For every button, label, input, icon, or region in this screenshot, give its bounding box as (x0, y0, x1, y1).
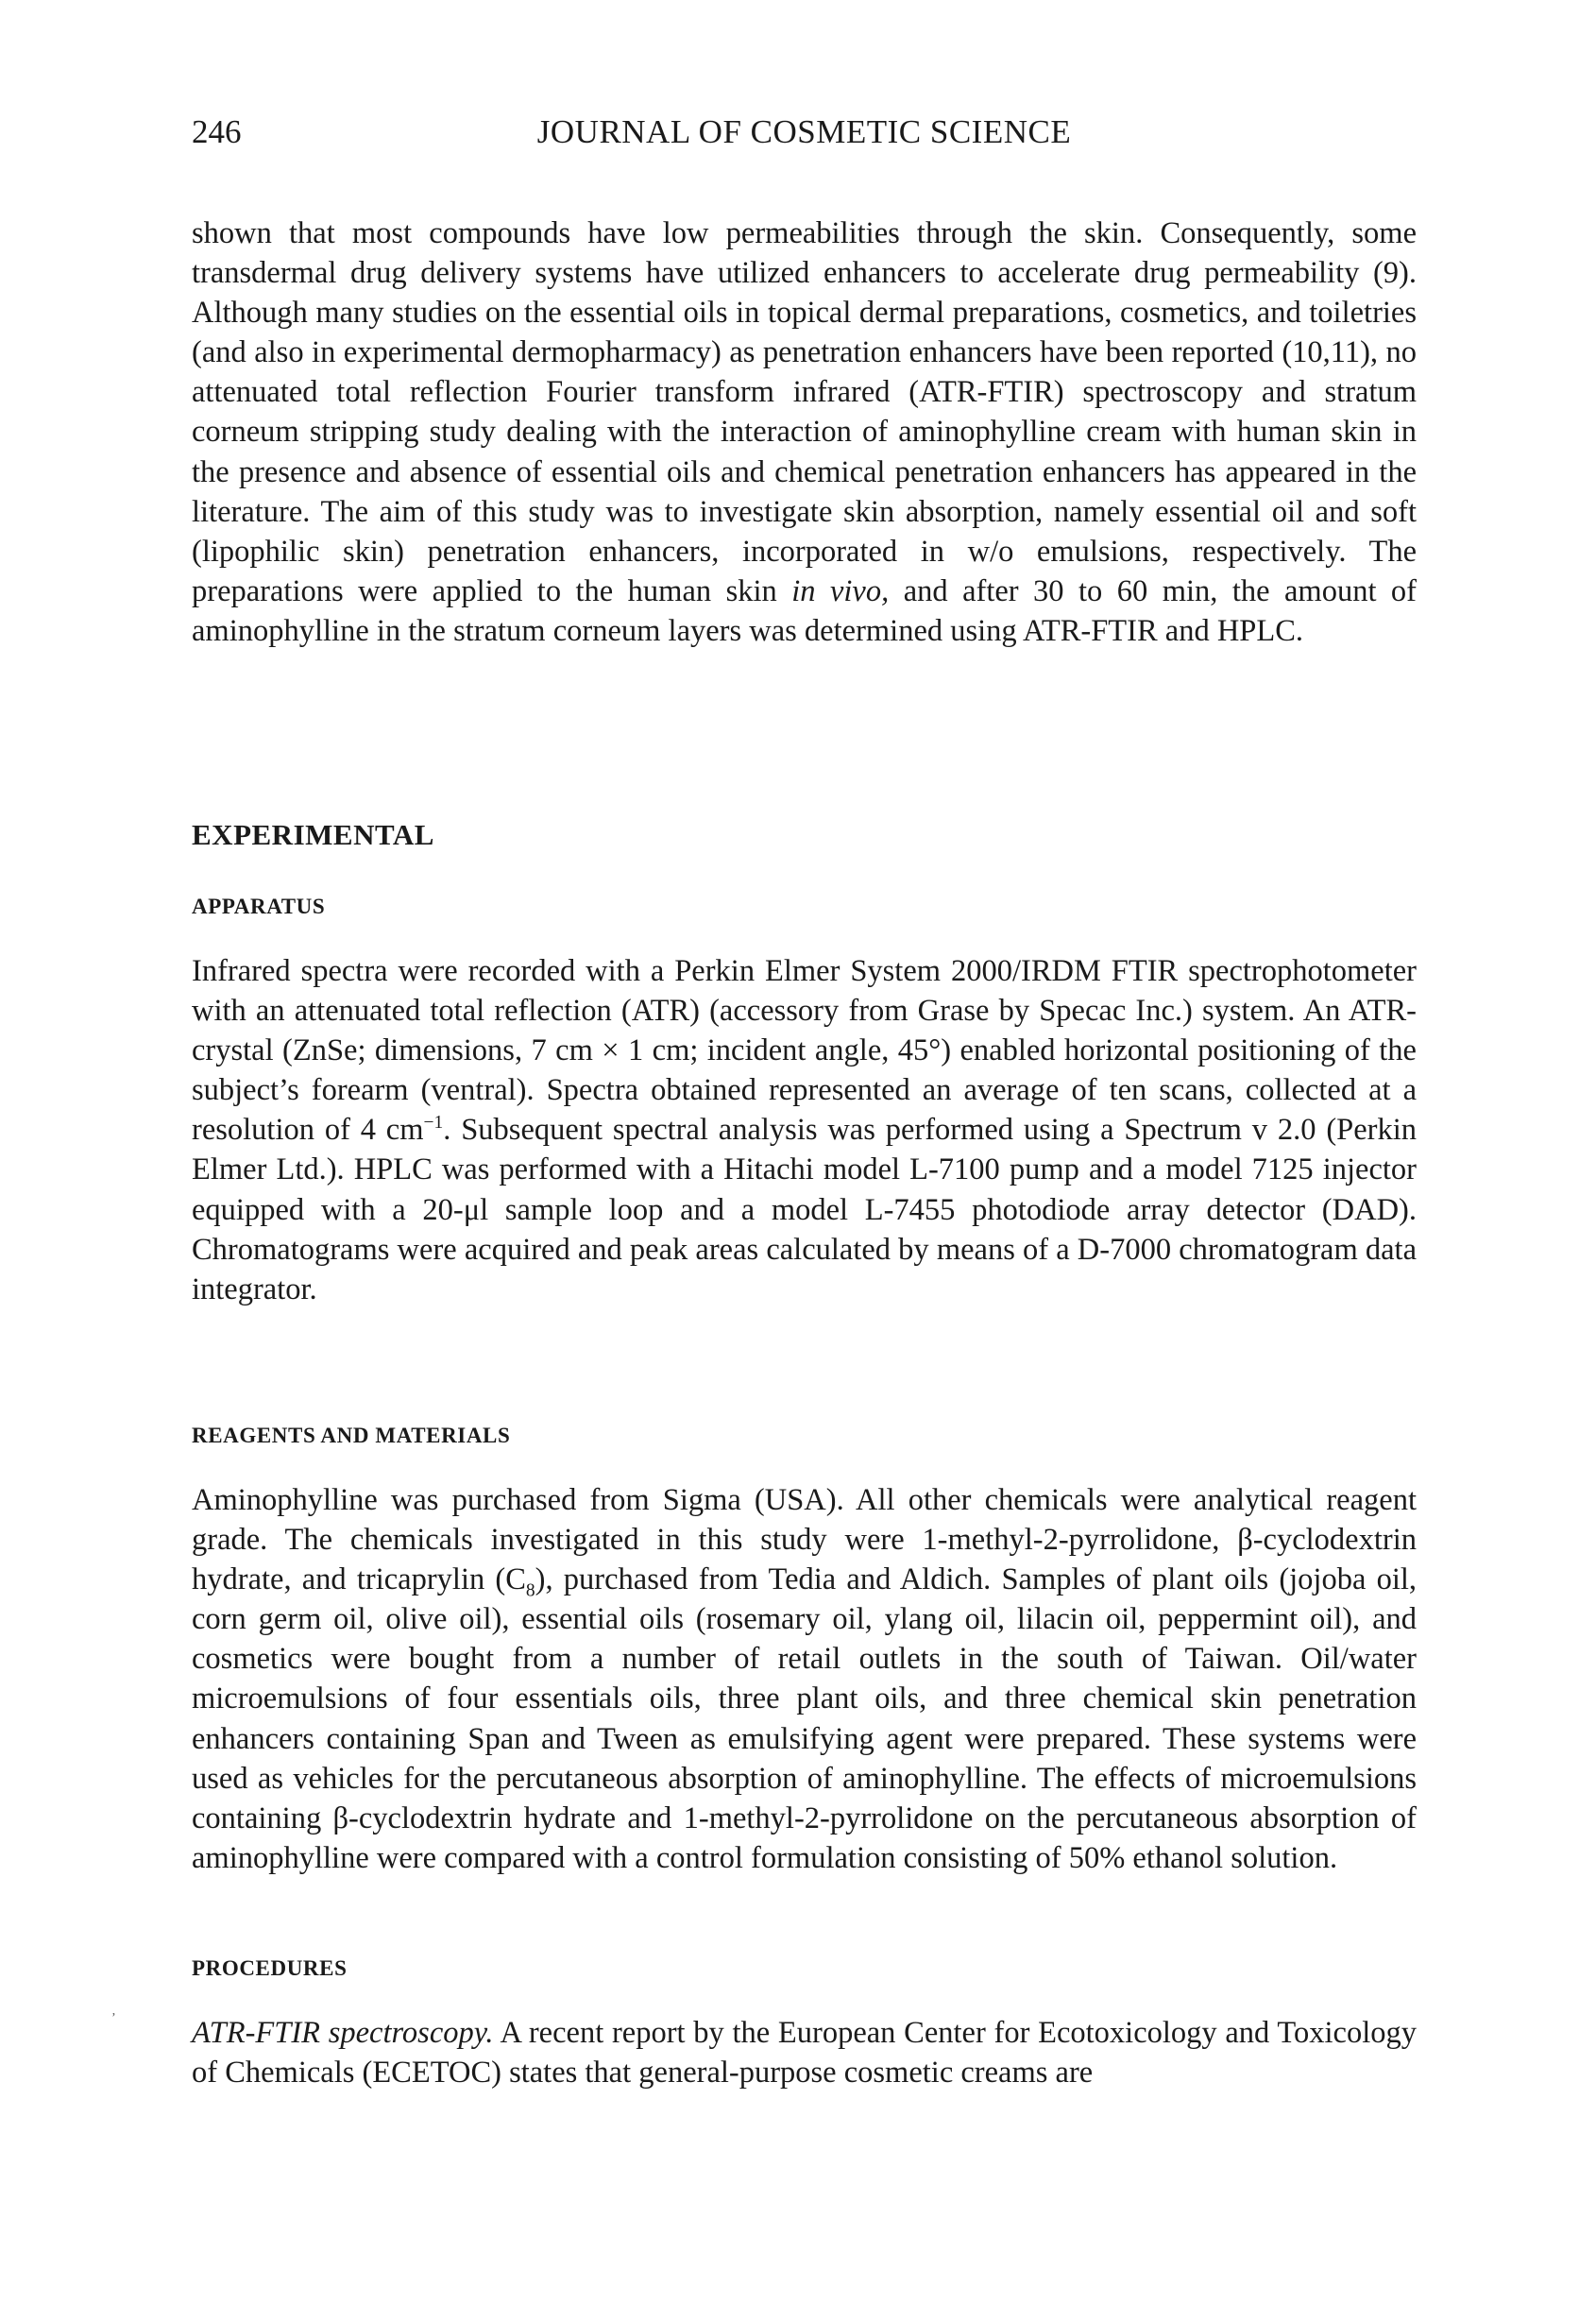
apparatus-superscript: −1 (423, 1113, 444, 1134)
reagents-text-b: ), purchased from Tedia and Aldich. Samples of plant oils (jojoba oil, corn germ oil, olive oil), essential oils (rosemary oil, ylang oil, lilacin oil, peppermint oil), and cosmetics were bought from a number of retail outlets in the south of Taiwan. Oil/water microemulsions of four essentials oils, three plant oils, and three chemical skin penetration enhancers containing Span and Tween as emulsifying agent were prepared. These systems were used as vehicles for the percutaneous absorption of aminophylline. The effects of microemulsions containing β-cyclodextrin hydrate and 1-methyl-2-pyrrolidone on the percutaneous absorption of aminophylline were compared with a control formulation consisting of 50% ethanol solution. (192, 1562, 1418, 1875)
intro-italic-in-vivo: in vivo, (791, 573, 890, 608)
running-head (192, 111, 1417, 153)
section-heading-experimental: EXPERIMENTAL (192, 818, 434, 851)
apparatus-text-b: . Subsequent spectral analysis was performed using a Spectrum v 2.0 (Perkin Elmer Ltd.). HPLC was performed with a Hitachi model L-7100 pump and a model 7125 injector equipped with a 20-μl sample loop and a model L-7455 photodiode array detector (DAD). Chromatograms were acquired and peak areas calculated by means of a D-7000 chromatogram data integrator. (192, 1113, 1417, 1306)
subheading-reagents: REAGENTS AND MATERIALS (192, 1424, 511, 1447)
reagents-paragraph (192, 1480, 1417, 1878)
procedures-text: A recent report by the European Center for Ecotoxicology and Toxicology of Chemicals (ECETOC) states that general-purpose cosmetic creams are (192, 2016, 1417, 2091)
reagents-subscript: 8 (525, 1580, 535, 1601)
reagents-text-a: Aminophylline was purchased from Sigma (USA). All other chemicals were analytical reagent grade. The chemicals investigated in this study were 1-methyl-2-pyrrolidone, β-cyclodextrin hydrate, and tricaprylin (C (192, 1483, 1417, 1597)
journal-title: JOURNAL OF COSMETIC SCIENCE (536, 113, 1072, 150)
intro-text-a: shown that most compounds have low permeabilities through the skin. Consequently, some transdermal drug delivery systems have utilized enhancers to accelerate drug permeability (9). Although many studies on the essential oils in topical dermal preparations, cosmetics, and toiletries (and also in experimental dermopharmacy) as penetration enhancers have been reported (10,11), no attenuated total reflection Fourier transform infrared (ATR-FTIR) spectroscopy and stratum corneum stripping study dealing with the interaction of aminophylline cream with human skin in the presence and absence of essential oils and chemical penetration enhancers has appeared in the literature. The aim of this study was to investigate skin absorption, namely essential oil and soft (lipophilic skin) penetration enhancers, incorporated in w/o emulsions, respectively. The preparations were applied to the human skin (192, 216, 1417, 608)
procedures-run-in-heading: ATR-FTIR spectroscopy. (192, 2016, 494, 2050)
subheading-apparatus: APPARATUS (192, 895, 326, 918)
intro-text-b: and after 30 to 60 min, the amount of aminophylline in the stratum corneum layers was determined using ATR-FTIR and HPLC. (192, 573, 1417, 648)
intro-paragraph (192, 213, 1417, 651)
apparatus-text-a: Infrared spectra were recorded with a Perkin Elmer System 2000/IRDM FTIR spectrophotometer with an attenuated total reflection (ATR) (accessory from Grase by Specac Inc.) system. An ATR-crystal (ZnSe; dimensions, 7 cm × 1 cm; incident angle, 45°) enabled horizontal positioning of the subject’s forearm (ventral). Spectra obtained represented an average of ten scans, collected at a resolution of 4 cm (192, 954, 1417, 1148)
apparatus-paragraph (192, 951, 1417, 1309)
procedures-paragraph (192, 2013, 1417, 2092)
stray-mark: ʼ (111, 2011, 116, 2025)
page-number: 246 (192, 113, 242, 150)
subheading-procedures: PROCEDURES (192, 1956, 348, 1980)
